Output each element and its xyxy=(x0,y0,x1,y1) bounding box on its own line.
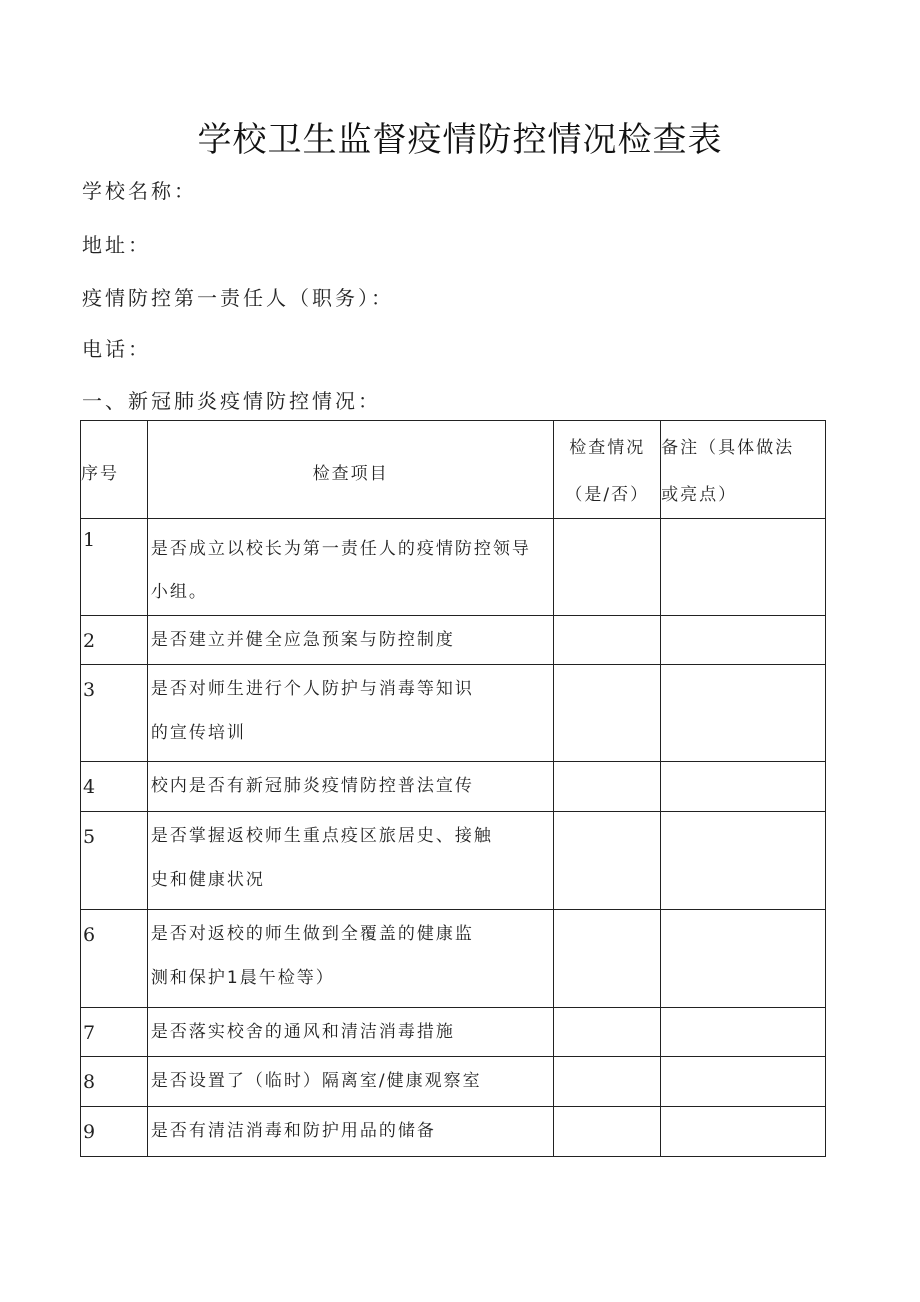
header-status xyxy=(554,421,661,519)
row-item-cell xyxy=(147,1008,553,1057)
row-item-text: 是否落实校舍的通风和清洁消毒措施 xyxy=(150,1022,455,1042)
row-item-text: 是否设置了（临时）隔离室/健康观察室 xyxy=(150,1071,482,1091)
row-notes-cell[interactable] xyxy=(661,665,826,762)
inspection-table xyxy=(80,420,826,1157)
row-number-cell xyxy=(81,665,148,762)
row-notes-cell[interactable] xyxy=(661,1107,826,1157)
address-label: 地址： xyxy=(82,233,151,257)
row-item-text: 是否建立并健全应急预案与防控制度 xyxy=(150,630,455,650)
school-name-label: 学校名称： xyxy=(82,179,197,203)
row-item-text-cont: 的宣传培训 xyxy=(150,723,246,743)
row-number: 4 xyxy=(83,776,96,798)
header-no-label: 序号 xyxy=(81,464,119,484)
table-row xyxy=(81,762,826,812)
row-notes-cell[interactable] xyxy=(661,519,826,616)
row-number: 9 xyxy=(83,1121,96,1143)
row-number-cell xyxy=(81,1008,148,1057)
row-notes-cell[interactable] xyxy=(661,812,826,910)
row-item-cell xyxy=(147,519,553,616)
row-item-text-cont: 小组。 xyxy=(150,582,208,602)
row-status-cell[interactable] xyxy=(554,519,661,616)
header-status-label: 检查情况 xyxy=(569,438,646,458)
row-notes-cell[interactable] xyxy=(661,1057,826,1107)
row-status-cell[interactable] xyxy=(554,762,661,812)
row-item-cell xyxy=(147,910,553,1008)
header-notes-label: 备注（具体做法 xyxy=(661,438,795,458)
row-item-cell xyxy=(147,762,553,812)
row-item-cell xyxy=(147,1107,553,1157)
row-item-cell xyxy=(147,812,553,910)
page-title: 学校卫生监督疫情防控情况检查表 xyxy=(197,120,723,160)
table-row xyxy=(81,519,826,616)
row-item-text: 是否对返校的师生做到全覆盖的健康监 xyxy=(150,924,474,944)
row-number-cell xyxy=(81,1057,148,1107)
phone-label: 电话： xyxy=(82,337,151,361)
row-item-text: 是否有清洁消毒和防护用品的储备 xyxy=(150,1121,436,1141)
row-number-cell xyxy=(81,1107,148,1157)
row-number: 8 xyxy=(83,1071,96,1093)
row-status-cell[interactable] xyxy=(554,1008,661,1057)
table-row xyxy=(81,616,826,665)
row-status-cell[interactable] xyxy=(554,1107,661,1157)
row-item-text: 校内是否有新冠肺炎疫情防控普法宣传 xyxy=(150,776,474,796)
table-header-row xyxy=(81,421,826,519)
row-number: 5 xyxy=(83,826,96,848)
row-item-cell xyxy=(147,616,553,665)
row-notes-cell[interactable] xyxy=(661,1008,826,1057)
header-item-label: 检查项目 xyxy=(312,464,389,484)
row-item-text-cont: 测和保护1晨午检等） xyxy=(150,968,335,988)
row-number: 3 xyxy=(83,679,96,701)
row-number: 6 xyxy=(83,924,96,946)
section-heading: 一、新冠肺炎疫情防控情况： xyxy=(82,389,381,413)
table-row xyxy=(81,812,826,910)
row-item-cell xyxy=(147,665,553,762)
header-no xyxy=(81,421,148,519)
header-item xyxy=(147,421,553,519)
row-notes-cell[interactable] xyxy=(661,762,826,812)
row-number-cell xyxy=(81,762,148,812)
row-status-cell[interactable] xyxy=(554,665,661,762)
row-notes-cell[interactable] xyxy=(661,910,826,1008)
table-row xyxy=(81,1008,826,1057)
row-number: 1 xyxy=(83,529,96,551)
responsible-person-label: 疫情防控第一责任人（职务）： xyxy=(82,286,394,310)
table-row xyxy=(81,1107,826,1157)
table-row xyxy=(81,1057,826,1107)
row-item-text: 是否对师生进行个人防护与消毒等知识 xyxy=(150,679,474,699)
row-number-cell xyxy=(81,910,148,1008)
row-number-cell xyxy=(81,616,148,665)
row-number-cell xyxy=(81,812,148,910)
header-notes xyxy=(661,421,826,519)
row-item-cell xyxy=(147,1057,553,1107)
row-status-cell[interactable] xyxy=(554,812,661,910)
row-status-cell[interactable] xyxy=(554,1057,661,1107)
header-notes-sublabel: 或亮点） xyxy=(661,485,738,505)
row-status-cell[interactable] xyxy=(554,616,661,665)
row-item-text: 是否成立以校长为第一责任人的疫情防控领导 xyxy=(150,539,531,559)
header-status-sublabel: （是/否） xyxy=(565,485,650,505)
row-number-cell xyxy=(81,519,148,616)
table-row xyxy=(81,665,826,762)
row-number: 7 xyxy=(83,1022,96,1044)
row-item-text-cont: 史和健康状况 xyxy=(150,870,265,890)
row-number: 2 xyxy=(83,630,96,652)
row-notes-cell[interactable] xyxy=(661,616,826,665)
row-status-cell[interactable] xyxy=(554,910,661,1008)
table-row xyxy=(81,910,826,1008)
row-item-text: 是否掌握返校师生重点疫区旅居史、接触 xyxy=(150,826,493,846)
